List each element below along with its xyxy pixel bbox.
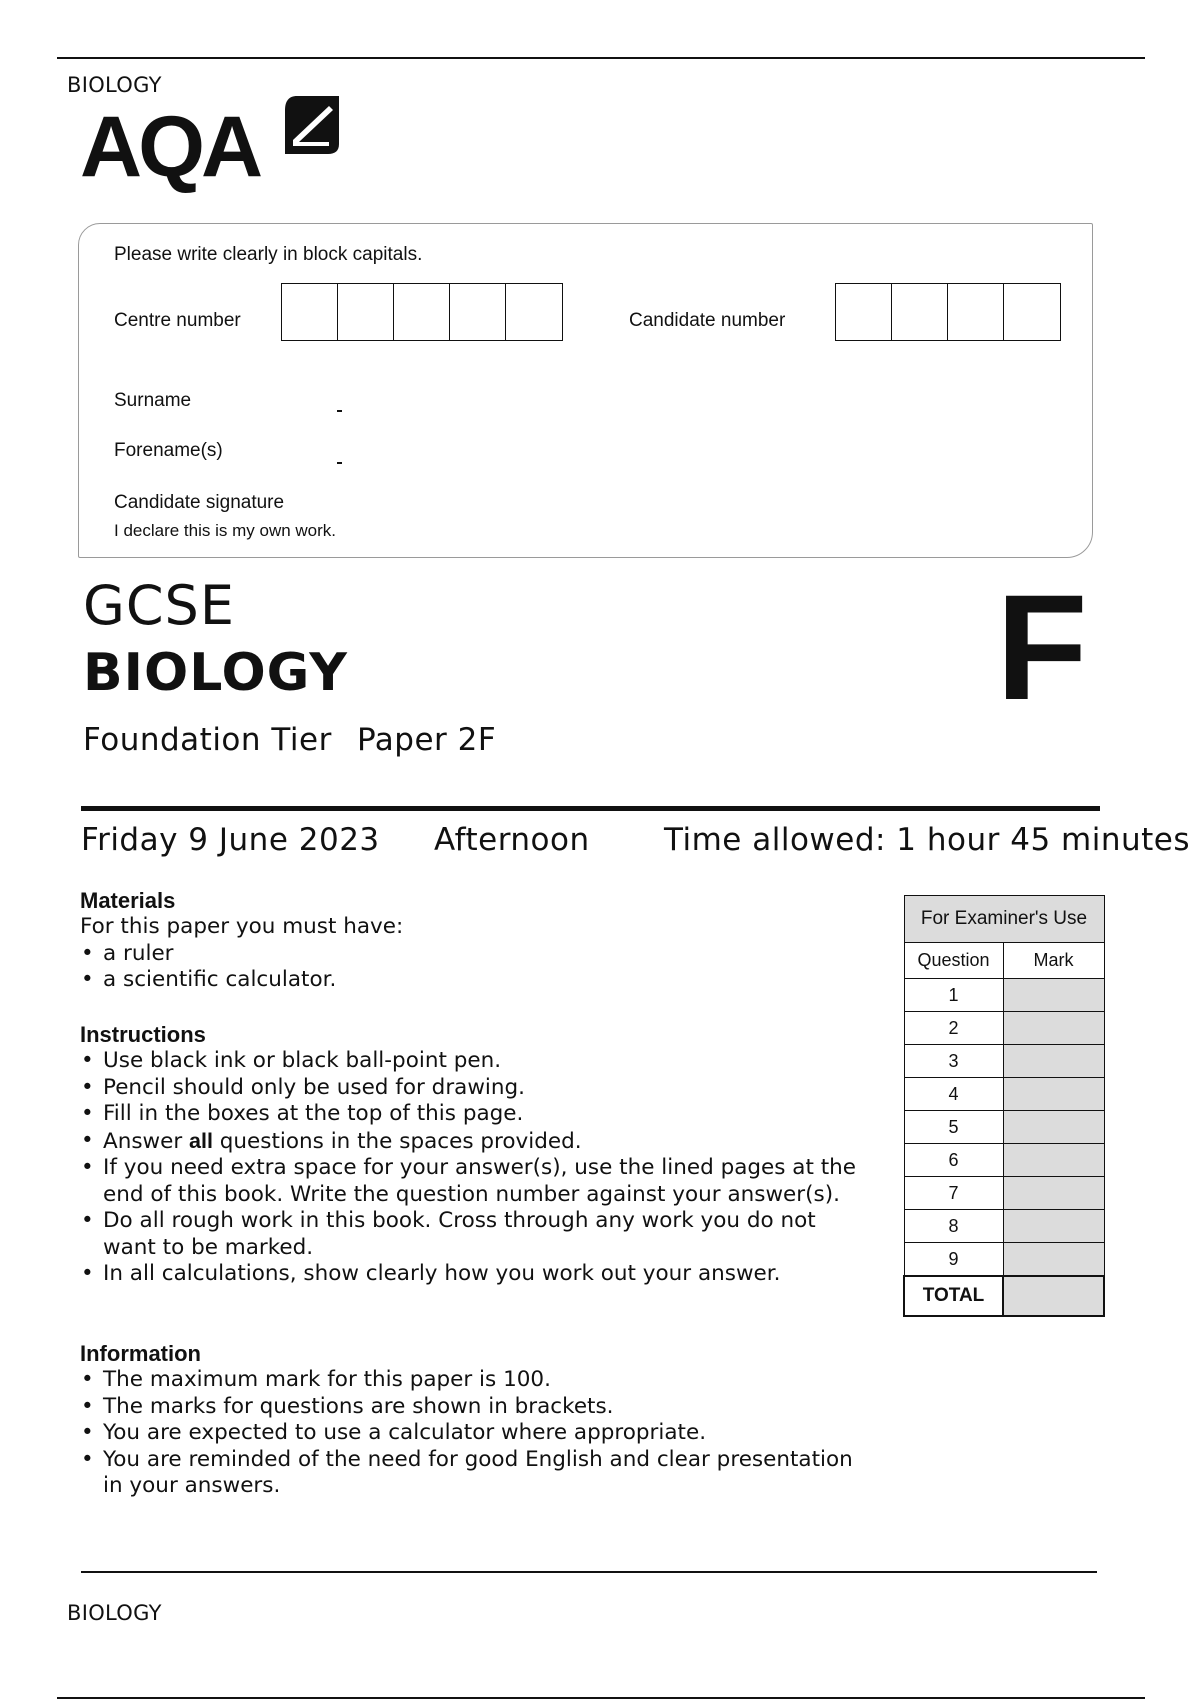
question-number: 1 xyxy=(904,979,1003,1012)
centre-digit-box[interactable] xyxy=(450,284,506,340)
question-number: 2 xyxy=(904,1012,1003,1045)
title-rule xyxy=(81,806,1100,811)
forenames-label: Forename(s) xyxy=(114,440,223,461)
materials-section xyxy=(80,888,860,994)
question-number: 7 xyxy=(904,1177,1003,1210)
forenames-field[interactable] xyxy=(337,462,342,464)
aqa-logo xyxy=(80,96,350,195)
candidate-number-label: Candidate number xyxy=(629,310,786,331)
list-item: • You are reminded of the need for good English and clear presentation in your answers. xyxy=(80,1447,860,1500)
list-item: • a scientific calculator. xyxy=(80,967,860,994)
materials-intro: For this paper you must have: xyxy=(80,914,404,939)
table-row xyxy=(904,1045,1104,1078)
question-column-header: Question xyxy=(904,943,1003,979)
surname-field[interactable] xyxy=(337,410,342,412)
table-row xyxy=(904,1111,1104,1144)
mark-cell[interactable] xyxy=(1003,1243,1104,1277)
exam-date: Friday 9 June 2023 xyxy=(81,822,380,858)
qualification-title: GCSE xyxy=(83,574,235,637)
table-row xyxy=(904,1177,1104,1210)
mark-cell[interactable] xyxy=(1003,1177,1104,1210)
table-row xyxy=(904,1210,1104,1243)
question-number: 4 xyxy=(904,1078,1003,1111)
examiner-table-title: For Examiner's Use xyxy=(904,896,1104,943)
tier-letter: F xyxy=(996,563,1088,731)
header-subject-label: BIOLOGY xyxy=(67,73,162,97)
list-item: • If you need extra space for your answer(s), use the lined pages at the end of this book. Write the question number against your answer(s). xyxy=(80,1155,860,1208)
mark-cell[interactable] xyxy=(1003,1144,1104,1177)
list-item: • Fill in the boxes at the top of this page. xyxy=(80,1101,860,1128)
answer-all-after: questions in the spaces provided. xyxy=(212,1128,582,1154)
exam-session: Afternoon xyxy=(434,822,590,858)
list-item: • In all calculations, show clearly how you work out your answer. xyxy=(80,1261,860,1288)
centre-digit-box[interactable] xyxy=(394,284,450,340)
list-item: • a ruler xyxy=(80,941,860,968)
mark-cell[interactable] xyxy=(1003,1078,1104,1111)
top-rule xyxy=(57,57,1145,59)
paper-label: Paper 2F xyxy=(357,722,497,758)
question-number: 3 xyxy=(904,1045,1003,1078)
candidate-digit-box[interactable] xyxy=(948,284,1004,340)
table-row xyxy=(904,1243,1104,1277)
question-number: 6 xyxy=(904,1144,1003,1177)
bottom-rule xyxy=(57,1697,1145,1699)
mark-cell[interactable] xyxy=(1003,1045,1104,1078)
mark-cell[interactable] xyxy=(1003,1012,1104,1045)
footer-rule xyxy=(81,1571,1097,1573)
centre-number-label: Centre number xyxy=(114,310,241,331)
centre-number-boxes xyxy=(281,283,563,341)
mark-cell[interactable] xyxy=(1003,1210,1104,1243)
surname-label: Surname xyxy=(114,390,192,411)
list-item: • You are expected to use a calculator where appropriate. xyxy=(80,1420,860,1447)
candidate-digit-box[interactable] xyxy=(836,284,892,340)
candidate-number-boxes xyxy=(835,283,1061,341)
materials-list xyxy=(80,941,860,994)
table-row xyxy=(904,1078,1104,1111)
list-item: • The maximum mark for this paper is 100. xyxy=(80,1367,860,1394)
candidate-digit-box[interactable] xyxy=(892,284,948,340)
table-row xyxy=(904,979,1104,1012)
time-allowed: Time allowed: 1 hour 45 minutes xyxy=(664,822,1191,858)
table-row xyxy=(904,1144,1104,1177)
candidate-digit-box[interactable] xyxy=(1004,284,1060,340)
mark-cell[interactable] xyxy=(1003,1111,1104,1144)
footer-subject-label: BIOLOGY xyxy=(67,1601,162,1625)
information-heading: Information xyxy=(80,1341,201,1366)
signature-label: Candidate signature xyxy=(114,492,285,513)
candidate-details-box xyxy=(78,223,1093,558)
instructions-heading: Instructions xyxy=(80,1022,206,1047)
question-number: 8 xyxy=(904,1210,1003,1243)
table-row xyxy=(904,1012,1104,1045)
total-label: TOTAL xyxy=(904,1276,1003,1316)
information-section xyxy=(80,1341,860,1500)
list-item: • Pencil should only be used for drawing. xyxy=(80,1075,860,1102)
instructions-list xyxy=(80,1048,860,1288)
materials-heading: Materials xyxy=(80,888,176,913)
instructions-section xyxy=(80,1022,860,1288)
list-item: • Do all rough work in this book. Cross through any work you do not want to be marked. xyxy=(80,1208,860,1261)
information-list xyxy=(80,1367,860,1500)
centre-digit-box[interactable] xyxy=(282,284,338,340)
aqa-flag-icon xyxy=(283,96,341,156)
subject-title: BIOLOGY xyxy=(83,643,348,703)
list-item: • The marks for questions are shown in brackets. xyxy=(80,1394,860,1421)
question-number: 5 xyxy=(904,1111,1003,1144)
answer-all-emphasis: all xyxy=(189,1128,213,1153)
centre-digit-box[interactable] xyxy=(506,284,562,340)
block-capitals-instruction: Please write clearly in block capitals. xyxy=(114,244,423,265)
mark-column-header: Mark xyxy=(1003,943,1104,979)
examiner-use-table xyxy=(903,895,1105,1317)
list-item: • Use black ink or black ball-point pen. xyxy=(80,1048,860,1075)
tier-label: Foundation Tier xyxy=(83,722,332,758)
mark-cell[interactable] xyxy=(1003,979,1104,1012)
logo-text: AQA xyxy=(80,99,260,195)
list-item xyxy=(80,1128,860,1156)
declaration-text: I declare this is my own work. xyxy=(114,521,337,540)
answer-all-before: Answer xyxy=(103,1128,190,1154)
total-row xyxy=(904,1276,1104,1316)
question-number: 9 xyxy=(904,1243,1003,1277)
total-mark-cell[interactable] xyxy=(1003,1276,1104,1316)
centre-digit-box[interactable] xyxy=(338,284,394,340)
